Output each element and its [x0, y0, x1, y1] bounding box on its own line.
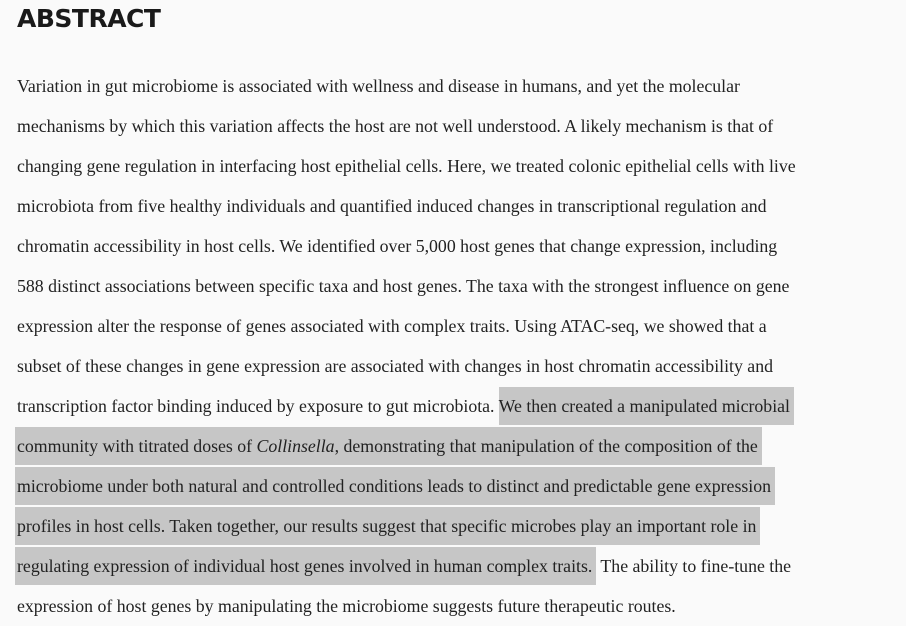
- abstract-line: [17, 546, 897, 586]
- abstract-line: subset of these changes in gene expression are associated with changes in host chromatin accessibility and: [17, 356, 773, 376]
- abstract-line: chromatin accessibility in host cells. We identified over 5,000 host genes that change expression, including: [17, 236, 778, 256]
- highlighted-text-part: community with titrated doses of: [17, 436, 257, 456]
- highlighted-text[interactable]: regulating expression of individual host genes involved in human complex traits.: [15, 547, 596, 585]
- highlighted-text[interactable]: [15, 427, 762, 465]
- species-name: Collinsella: [256, 436, 335, 456]
- abstract-line: Variation in gut microbiome is associated with wellness and disease in humans, and yet the molecular: [17, 76, 740, 96]
- abstract-line: [17, 426, 897, 466]
- highlighted-text[interactable]: We then created a manipulated microbial: [499, 387, 794, 425]
- plain-text: The ability to fine-tune the: [596, 556, 792, 576]
- plain-text: transcription factor binding induced by exposure to gut microbiota.: [17, 396, 499, 416]
- abstract-line: expression of host genes by manipulating the microbiome suggests future therapeutic routes.: [17, 596, 676, 616]
- abstract-line: mechanisms by which this variation affects the host are not well understood. A likely mechanism is that of: [17, 116, 774, 136]
- abstract-line: microbiota from five healthy individuals and quantified induced changes in transcriptional regulation and: [17, 196, 767, 216]
- abstract-line: expression alter the response of genes associated with complex traits. Using ATAC-seq, we showed that a: [17, 316, 767, 336]
- highlighted-text[interactable]: microbiome under both natural and controlled conditions leads to distinct and predictable gene expression: [15, 467, 775, 505]
- abstract-line: [17, 386, 897, 426]
- abstract-line: 588 distinct associations between specific taxa and host genes. The taxa with the strongest influence on gene: [17, 276, 790, 296]
- highlighted-text[interactable]: profiles in host cells. Taken together, our results suggest that specific microbes play an important role in: [15, 507, 760, 545]
- highlighted-text-part: , demonstrating that manipulation of the composition of the: [334, 436, 758, 456]
- abstract-line: [17, 506, 897, 546]
- abstract-heading: ABSTRACT: [17, 4, 161, 33]
- abstract-line: changing gene regulation in interfacing host epithelial cells. Here, we treated colonic epithelial cells with live: [17, 156, 796, 176]
- abstract-line: [17, 466, 897, 506]
- abstract-body: [17, 66, 897, 626]
